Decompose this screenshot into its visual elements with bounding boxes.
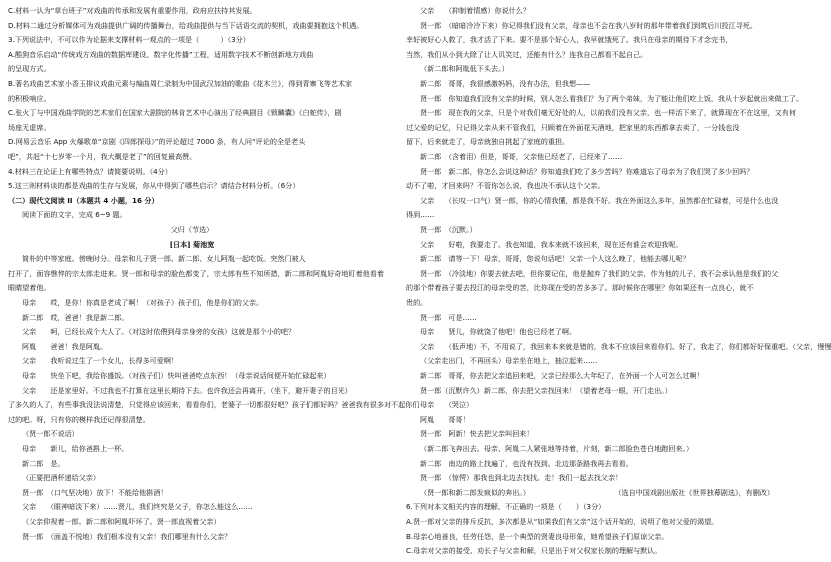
left-line: 打开了，面容憔悴的宗太郎走进来。贤一郎和母亲的脸色都变了，宗太郎有些不知所措，新二郎和阿胤好奇地盯着他看着: [8, 268, 384, 278]
right-line: （父亲走出门，不再回头）母亲坐在地上，抽泣起来……: [420, 356, 598, 366]
right-line: 当然，我们从小到大除了让人讥笑过，还能有什么？连我自己都看不起自己。: [406, 49, 648, 59]
right-line: 新二郎 南边的路上找遍了，也没有找到。北边那条路我再去看看。: [420, 458, 633, 468]
left-line: D.材料二通过分析媒体可为戏曲提供广阔的传播舞台，给戏曲提供与当下话语交流的契机，戏曲要拥抱这个机遇。: [8, 20, 364, 30]
right-line: 6.下列对本文相关内容的理解，不正确的一项是（ ）（3分）: [406, 502, 606, 512]
left-line: 了多久的人了，有些事我没法说清楚，只觉得应该回来，看看你们，老婆子一切都很好吧？孩子们都好吗？爸爸我有很多对不起你们: [8, 400, 420, 410]
left-line: 阅读下面的文字，完成 6~9 题。: [22, 210, 127, 220]
right-line: 得到……: [406, 210, 435, 220]
left-line: C.张火丁与中国戏曲学院的艺术家们在国家大剧院的林肯艺术中心演出了经典剧目《锁麟囊》《白蛇传》，剧: [8, 108, 342, 118]
right-line: 贵的。: [406, 298, 428, 307]
left-line: 母亲 哎，是你！你真是老成了啊！（对孩子）孩子们，他是你们的父亲。: [22, 298, 264, 307]
right-line: 贤一郎 你知道我们没有父亲的时候，别人怎么看我们？为了两个弟妹，为了能让他们吃上饭，我从十岁起就出来做工了。: [420, 93, 804, 103]
left-line: 贤一郎 （面盖不悦地）我们根本没有父亲！我们哪里有什么父亲？: [22, 531, 232, 541]
right-line: 贤一郎 可是……: [420, 312, 477, 322]
right-line: 阿胤 哥哥！: [420, 414, 470, 424]
left-line: 父亲 （眼神暗淡下来）……贤儿，我们终究是父子，你怎么能这么……: [22, 502, 253, 512]
right-line: A.贤一郎对父亲的排斥反抗，多次都是从“如果我们有父亲”这个话开始的，说明了他对父爱的渴望。: [406, 517, 719, 526]
right-line: 过父爱的记忆，只记得父亲从来不管我们，只顾着在外面花天酒地，把家里的东西都拿去卖了，一分钱也没: [406, 122, 740, 132]
left-line: 父亲 呵，已经长成个大人了。（对这时依偎到母亲身旁的女孩）这就是那个小的吧？: [22, 327, 296, 337]
right-line: （新二郎和阿胤低下头去。）: [420, 64, 509, 74]
left-line: D.网易云音乐 App 火爆歌单“京剧《四郎探母》”的评论超过 7000 条，有人问“评论的全是老头: [8, 137, 306, 147]
left-line: 新二郎 是。: [22, 458, 65, 468]
right-line: 父亲 （长叹一口气）贤一郎，你的心情我懂，都是我不好。我在外面这么多年，虽然都在忙碌着，可是什么也没: [420, 195, 779, 205]
left-line: 的呈现方式。: [8, 64, 51, 74]
right-line: 留下，后来就走了，母亲就独自挑起了家庭的重担。: [406, 137, 570, 147]
right-line: 父亲 好啦，我要走了。我也知道，我本来就不该回来，现在还有谁会欢迎我呢。: [420, 239, 683, 249]
right-line: 贤一郎 现在我的父亲，只是个对我们毫无好处的人，以前我们没有父亲，也一样活下来了，就算现在不在这里，又有何: [420, 108, 796, 118]
left-line: 场座无虚席。: [8, 122, 51, 132]
right-line: 贤一郎 （沉默。）: [420, 225, 477, 234]
right-line: 新二郎 哥哥，我很感激妈妈，没有办法，但我想——: [420, 79, 591, 88]
left-line: 简朴的中等家庭。傍晚时分。母亲和儿子贤一郎、新二郎、女儿阿胤一起吃饭。突然门被人: [22, 254, 306, 264]
right-line: （新二郎飞奔出去。母亲、阿胤二人紧张地等待着，片刻，新二郎脸色苍白地跑回来。）: [420, 444, 694, 453]
right-line: （贤一郎和新二郎发疯似的奔出。）: [420, 487, 530, 497]
left-line: 父亲 我听说过生了一个女儿，长得多可爱啊！: [22, 356, 179, 366]
left-line: 过的吧。呀，只有你的模样我还记得很清楚。: [8, 414, 150, 424]
right-line: 贤一郎 阿新！快去把父亲叫回来！: [420, 429, 534, 439]
left-line: 4.材料三在论证上有哪些特点？请简要说明。（4分）: [8, 166, 172, 176]
right-line: 贤一郎 （冷淡地）你要去就去吧，但你要记住，他是抛弃了我们的父亲，作为他的儿子，我不会承认他是我们的父: [420, 268, 779, 278]
left-line: 母亲 新儿，给你爸斟上一杯。: [22, 444, 129, 453]
right-line: 新二郎 （含着泪）但是，哥哥，父亲他已经老了，已经来了……: [420, 152, 623, 161]
right-line: 幸好被好心人救了，我才活了下来。要不是那个好心人，我早就饿死了。我只在母亲的期待下才念完书，: [406, 35, 733, 45]
right-line: 新二郎 哥哥，你去把父亲追回来吧，父亲已经那么大年纪了，在外面一个人可怎么过啊！: [420, 371, 704, 380]
left-line: 吧”，共赶“十七岁零一个月，我大概是老了”的回复最高赞。: [8, 152, 197, 161]
left-line: 父归（节选）: [170, 225, 214, 234]
source-note: （选自中国戏剧出版社《世界独幕剧选》，有删改）: [614, 487, 774, 497]
left-line: 母亲 快坐下吧，我给你盛饭。（对孩子们）快叫爸爸吃点东西！（母亲说话间便开始忙碌起来）: [22, 371, 331, 380]
right-line: 贤一郎 （暗暗冷冷下来）你记得我们没有父亲，母亲也不会在我八岁时的那年带着我们到筑后川投江寻死。: [420, 20, 757, 30]
left-line: B.著名戏曲艺术家小香玉排议戏曲元素与编曲周仁录制为中国武汉加油的歌曲《花木兰》，得到青寨飞等艺术家: [8, 79, 353, 88]
right-line: C.母亲对父亲的接受、劝长子与父亲和解，只是出于对父权家长制的理解与默认。: [406, 546, 662, 556]
left-line: 父亲 还是家里好。不过我也不打算在这里长期待下去。也许我还会再离开，（坐下，避开妻子的目光）: [22, 385, 352, 395]
right-line: 的那个带着孩子要去投江的母亲受的苦，比你现在受的苦多多了。那时候你在哪里？你如果还有一点良心，就不: [406, 283, 754, 293]
left-line: 阿胤 爸爸！我是阿胤。: [22, 341, 108, 351]
left-line: （父亲仰视着一郎。新二郎和阿胤吓坏了。贤一郎直视着父亲）: [22, 517, 221, 526]
left-line: （二）现代文阅读 II（本题共 4 小题，16 分）: [8, 195, 159, 205]
right-line: 父亲 （低声地）不，不用说了，我回来本来就是错的，我本不应该回来看你们。好了，我走了，你们都好好保重吧。（父亲，慢慢: [420, 341, 831, 351]
left-line: A.酷狗音乐启动“传统戏方戏曲的数据库建设、数字化传播”工程，适用数字技术不断创新地方戏曲: [8, 49, 314, 59]
left-line: 3.下列说法中，不可以作为论据来支撑材料一观点的一项是（ ）（3分）: [8, 35, 250, 45]
right-line: 母亲 贤儿，你就饶了他吧！他也已经老了啊。: [420, 327, 577, 337]
left-line: （贤一郎不说话）: [22, 429, 79, 439]
right-line: 母亲 （哭泣）: [420, 400, 474, 410]
left-line: 的积极响应。: [8, 93, 51, 103]
right-line: 贤一郎 新二郎，你怎么会说这种话？你知道我们吃了多少苦吗？你难道忘了母亲为了我们哭了多少回吗？: [420, 166, 754, 176]
right-line: 新二郎 请等一下！母亲，哥哥，您说句话吧！父亲一个人这么晚了，他能去哪儿呢？: [420, 254, 690, 264]
left-line: 5.这三则材料谈的都是戏曲的生存与发展，你从中得到了哪些启示？请结合材料分析。（6分）: [8, 181, 300, 191]
left-line: （正要把酒杯递给父亲）: [22, 473, 101, 483]
left-line: 眼睛望着他。: [8, 283, 51, 293]
right-line: B.母亲心地善良，任劳任怨，是一个典型的贤妻良母形象，她希望孩子们原谅父亲。: [406, 531, 669, 541]
right-line: 动不了啦，才回来吗？不管你怎么说，我也决不承认这个父亲。: [406, 181, 605, 191]
left-line: C.材料一认为“草台班子”对戏曲的传承和发展有重要作用，政府应扶持其发展。: [8, 6, 257, 15]
left-line: [日本] 菊池宽: [169, 239, 215, 249]
right-line: 贤一郎（沉默许久）新二郎，你去把父亲找回来！（望着老母一眼，开门走出。）: [420, 385, 672, 395]
left-line: 新二郎 哎，爸爸！我是新二郎。: [22, 312, 129, 322]
right-line: 父亲 （抑制着情感）你说什么？: [420, 6, 530, 15]
right-line: 贤一郎 （惊愕）那我也到北边去找找。走！我们一起去找父亲！: [420, 473, 623, 483]
left-line: 贤一郎 （口气坚决地）放下！不能给他斟酒！: [22, 487, 168, 497]
